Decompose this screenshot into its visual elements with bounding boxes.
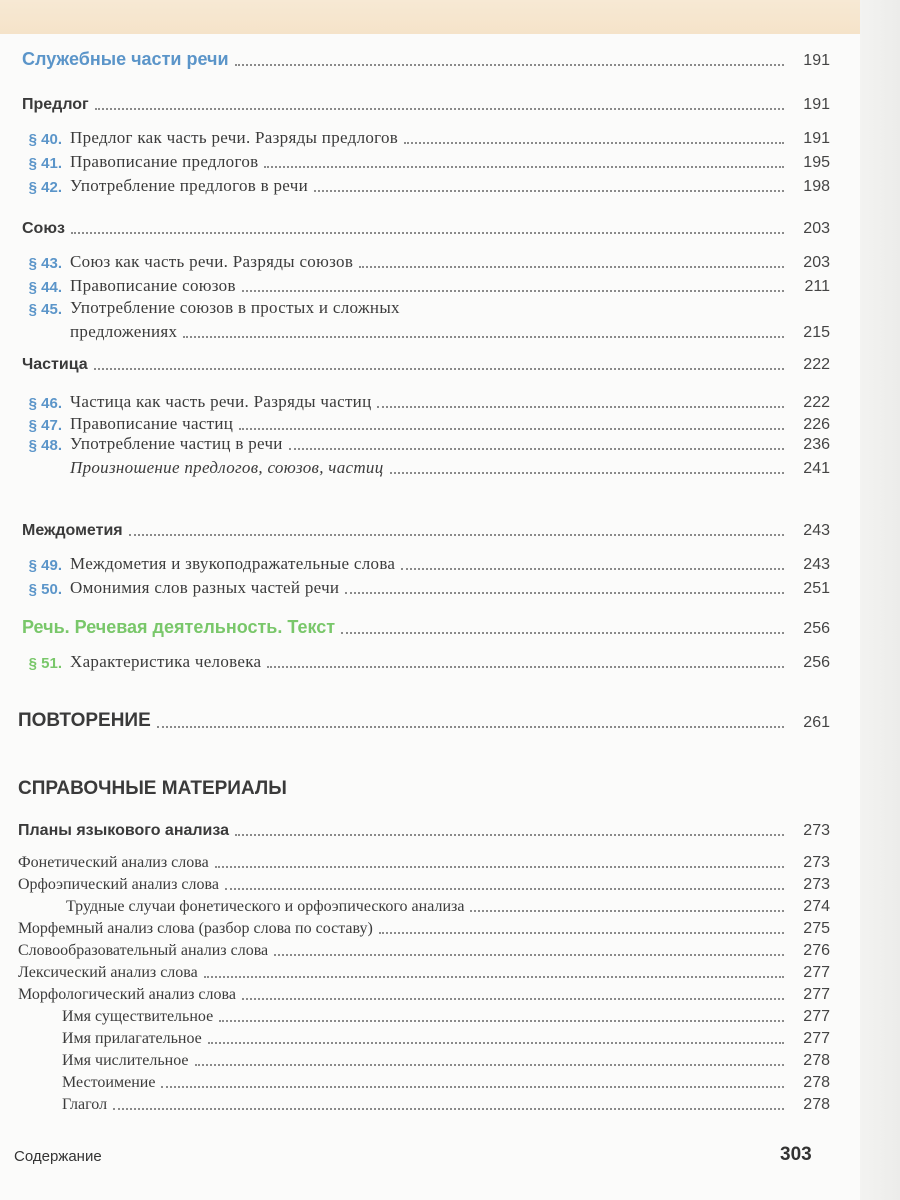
dot-leader bbox=[113, 1108, 784, 1110]
toc-item[interactable] bbox=[0, 172, 830, 196]
toc-page-number: 277 bbox=[803, 964, 830, 981]
toc-item-title: Имя прилагательное bbox=[62, 1030, 202, 1047]
paragraph-number: § 48. bbox=[28, 437, 62, 454]
running-footer-label: Содержание bbox=[14, 1148, 102, 1165]
toc-item[interactable] bbox=[0, 574, 830, 598]
toc-subsection-title: Междометия bbox=[22, 522, 123, 539]
toc-item-title: Лексический анализ слова bbox=[18, 964, 198, 981]
toc-item[interactable] bbox=[0, 454, 830, 478]
page-number: 303 bbox=[780, 1144, 812, 1165]
toc-subsection-plans[interactable] bbox=[18, 816, 830, 840]
toc-item-title: Трудные случаи фонетического и орфоэпического анализа bbox=[66, 898, 465, 915]
toc-page-number: 243 bbox=[803, 556, 830, 573]
toc-page-number: 274 bbox=[803, 898, 830, 915]
dot-leader bbox=[129, 534, 784, 536]
toc-item[interactable] bbox=[62, 1024, 830, 1048]
toc-item[interactable] bbox=[62, 1090, 830, 1114]
toc-item-title: Морфологический анализ слова bbox=[18, 986, 236, 1003]
toc-page-number: 243 bbox=[803, 522, 830, 539]
dot-leader bbox=[264, 166, 784, 168]
dot-leader bbox=[235, 64, 784, 66]
toc-subsection-title: Планы языкового анализа bbox=[18, 822, 230, 839]
toc-page-number: 203 bbox=[803, 254, 830, 271]
toc-item[interactable] bbox=[18, 914, 830, 938]
toc-page-number: 191 bbox=[803, 52, 830, 69]
dot-leader bbox=[71, 232, 784, 234]
toc-item-title: Фонетический анализ слова bbox=[18, 854, 209, 871]
paragraph-number: § 49. bbox=[28, 557, 62, 574]
toc-item-title: Словообразовательный анализ слова bbox=[18, 942, 269, 959]
toc-subsection-interjection[interactable] bbox=[22, 516, 830, 540]
paragraph-number: § 46. bbox=[28, 395, 62, 412]
toc-item-title: Имя существительное bbox=[62, 1008, 214, 1025]
toc-page-number: 251 bbox=[803, 580, 830, 597]
toc-item[interactable] bbox=[0, 550, 830, 574]
dot-leader bbox=[274, 954, 784, 956]
toc-item-title: Морфемный анализ слова (разбор слова по составу) bbox=[18, 920, 373, 937]
toc-item-title: Употребление союзов в простых и сложных bbox=[70, 298, 400, 317]
toc-part-repetition[interactable] bbox=[18, 708, 830, 732]
toc-item[interactable] bbox=[66, 892, 830, 916]
toc-item-title: Употребление частиц в речи bbox=[70, 434, 283, 453]
paragraph-number: § 41. bbox=[28, 155, 62, 172]
dot-leader bbox=[379, 932, 784, 934]
paragraph-number: § 44. bbox=[28, 279, 62, 296]
toc-page-number: 277 bbox=[803, 1030, 830, 1047]
dot-leader bbox=[341, 632, 784, 634]
toc-item-title: Орфоэпический анализ слова bbox=[18, 876, 219, 893]
toc-subsection-title: Союз bbox=[22, 220, 65, 237]
toc-page-number: 277 bbox=[803, 1008, 830, 1025]
toc-item[interactable] bbox=[0, 148, 830, 172]
dot-leader bbox=[219, 1020, 784, 1022]
toc-item[interactable] bbox=[18, 848, 830, 872]
dot-leader bbox=[195, 1064, 784, 1066]
toc-item-title: Омонимия слов разных частей речи bbox=[70, 578, 340, 597]
toc-item[interactable] bbox=[18, 936, 830, 960]
dot-leader bbox=[377, 406, 784, 408]
toc-section-service-parts[interactable] bbox=[22, 46, 830, 70]
toc-part-title: СПРАВОЧНЫЕ МАТЕРИАЛЫ bbox=[18, 778, 287, 799]
toc-page-number: 261 bbox=[803, 714, 830, 731]
paragraph-number: § 51. bbox=[28, 655, 62, 672]
top-color-band bbox=[0, 0, 860, 34]
dot-leader bbox=[215, 866, 784, 868]
toc-item-title: Предлог как часть речи. Разряды предлогов bbox=[70, 128, 399, 147]
dot-leader bbox=[204, 976, 784, 978]
toc-page-number: 273 bbox=[803, 854, 830, 871]
toc-item[interactable] bbox=[0, 430, 830, 454]
toc-item[interactable] bbox=[62, 1068, 830, 1092]
dot-leader bbox=[470, 910, 784, 912]
toc-page-number: 275 bbox=[803, 920, 830, 937]
dot-leader bbox=[390, 472, 784, 474]
toc-item-continuation[interactable] bbox=[70, 318, 830, 342]
toc-item[interactable] bbox=[0, 294, 830, 318]
dot-leader bbox=[267, 666, 784, 668]
toc-page-number: 226 bbox=[803, 416, 830, 433]
dot-leader bbox=[161, 1086, 784, 1088]
toc-subsection-particle[interactable] bbox=[22, 350, 830, 374]
toc-item[interactable] bbox=[0, 248, 830, 272]
toc-page-number: 222 bbox=[803, 394, 830, 411]
toc-item[interactable] bbox=[0, 272, 830, 296]
paragraph-number: § 40. bbox=[28, 131, 62, 148]
toc-page-number: 191 bbox=[803, 130, 830, 147]
toc-item-title: Союз как часть речи. Разряды союзов bbox=[70, 252, 354, 271]
toc-item-title: Местоимение bbox=[62, 1074, 156, 1091]
dot-leader bbox=[157, 726, 784, 728]
toc-section-title: Речь. Речевая деятельность. Текст bbox=[22, 617, 336, 637]
dot-leader bbox=[401, 568, 784, 570]
toc-page-number: 203 bbox=[803, 220, 830, 237]
dot-leader bbox=[95, 108, 784, 110]
toc-subsection-title: Предлог bbox=[22, 96, 89, 113]
toc-item-title: Правописание предлогов bbox=[70, 152, 259, 171]
dot-leader bbox=[404, 142, 784, 144]
toc-item-title: Произношение предлогов, союзов, частиц bbox=[70, 458, 384, 477]
toc-item-title: Глагол bbox=[62, 1096, 108, 1113]
toc-item-title: Характеристика человека bbox=[70, 652, 262, 671]
toc-item-title: предложениях bbox=[70, 322, 178, 341]
toc-item-title: Употребление предлогов в речи bbox=[70, 176, 308, 195]
toc-item[interactable] bbox=[18, 980, 830, 1004]
paragraph-number: § 47. bbox=[28, 417, 62, 434]
toc-page-number: 222 bbox=[803, 356, 830, 373]
toc-item[interactable] bbox=[0, 388, 830, 412]
toc-item[interactable] bbox=[18, 958, 830, 982]
toc-page-number: 191 bbox=[803, 96, 830, 113]
toc-page-number: 278 bbox=[803, 1074, 830, 1091]
dot-leader bbox=[242, 290, 784, 292]
toc-item[interactable] bbox=[62, 1046, 830, 1070]
toc-item[interactable] bbox=[62, 1002, 830, 1026]
toc-page-number: 256 bbox=[803, 620, 830, 637]
dot-leader bbox=[314, 190, 784, 192]
toc-page-number: 236 bbox=[803, 436, 830, 453]
toc-subsection-conjunction[interactable] bbox=[22, 214, 830, 238]
toc-item-title: Частица как часть речи. Разряды частиц bbox=[70, 392, 372, 411]
page-edge-shadow bbox=[860, 0, 900, 1200]
toc-subsection-preposition[interactable] bbox=[22, 90, 830, 114]
paragraph-number: § 43. bbox=[28, 255, 62, 272]
toc-page-number: 278 bbox=[803, 1096, 830, 1113]
toc-item-title: Правописание союзов bbox=[70, 276, 236, 295]
toc-subsection-title: Частица bbox=[22, 356, 88, 373]
toc-part-title: ПОВТОРЕНИЕ bbox=[18, 710, 151, 731]
toc-page-number: 215 bbox=[803, 324, 830, 341]
toc-page-number: 273 bbox=[803, 822, 830, 839]
paragraph-number: § 50. bbox=[28, 581, 62, 598]
toc-page-number: 256 bbox=[803, 654, 830, 671]
dot-leader bbox=[94, 368, 784, 370]
toc-section-speech[interactable] bbox=[22, 614, 830, 638]
toc-part-reference bbox=[18, 776, 830, 800]
dot-leader bbox=[183, 336, 784, 338]
toc-page-number: 273 bbox=[803, 876, 830, 893]
toc-page-number: 211 bbox=[804, 278, 830, 295]
toc-page-number: 278 bbox=[803, 1052, 830, 1069]
toc-page-number: 241 bbox=[803, 460, 830, 477]
toc-item-title: Правописание частиц bbox=[70, 414, 234, 433]
dot-leader bbox=[225, 888, 784, 890]
dot-leader bbox=[208, 1042, 784, 1044]
toc-item[interactable] bbox=[0, 648, 830, 672]
toc-item[interactable] bbox=[0, 124, 830, 148]
dot-leader bbox=[359, 266, 784, 268]
dot-leader bbox=[289, 448, 784, 450]
dot-leader bbox=[235, 834, 784, 836]
toc-item-title: Имя числительное bbox=[62, 1052, 189, 1069]
toc-page-number: 276 bbox=[803, 942, 830, 959]
dot-leader bbox=[242, 998, 784, 1000]
toc-section-title: Служебные части речи bbox=[22, 49, 229, 69]
toc-page-number: 277 bbox=[803, 986, 830, 1003]
dot-leader bbox=[345, 592, 784, 594]
toc-page-number: 198 bbox=[803, 178, 830, 195]
toc-item[interactable] bbox=[18, 870, 830, 894]
paragraph-number: § 45. bbox=[28, 301, 62, 318]
paragraph-number: § 42. bbox=[28, 179, 62, 196]
toc-page-number: 195 bbox=[803, 154, 830, 171]
toc-item-title: Междометия и звукоподражательные слова bbox=[70, 554, 396, 573]
